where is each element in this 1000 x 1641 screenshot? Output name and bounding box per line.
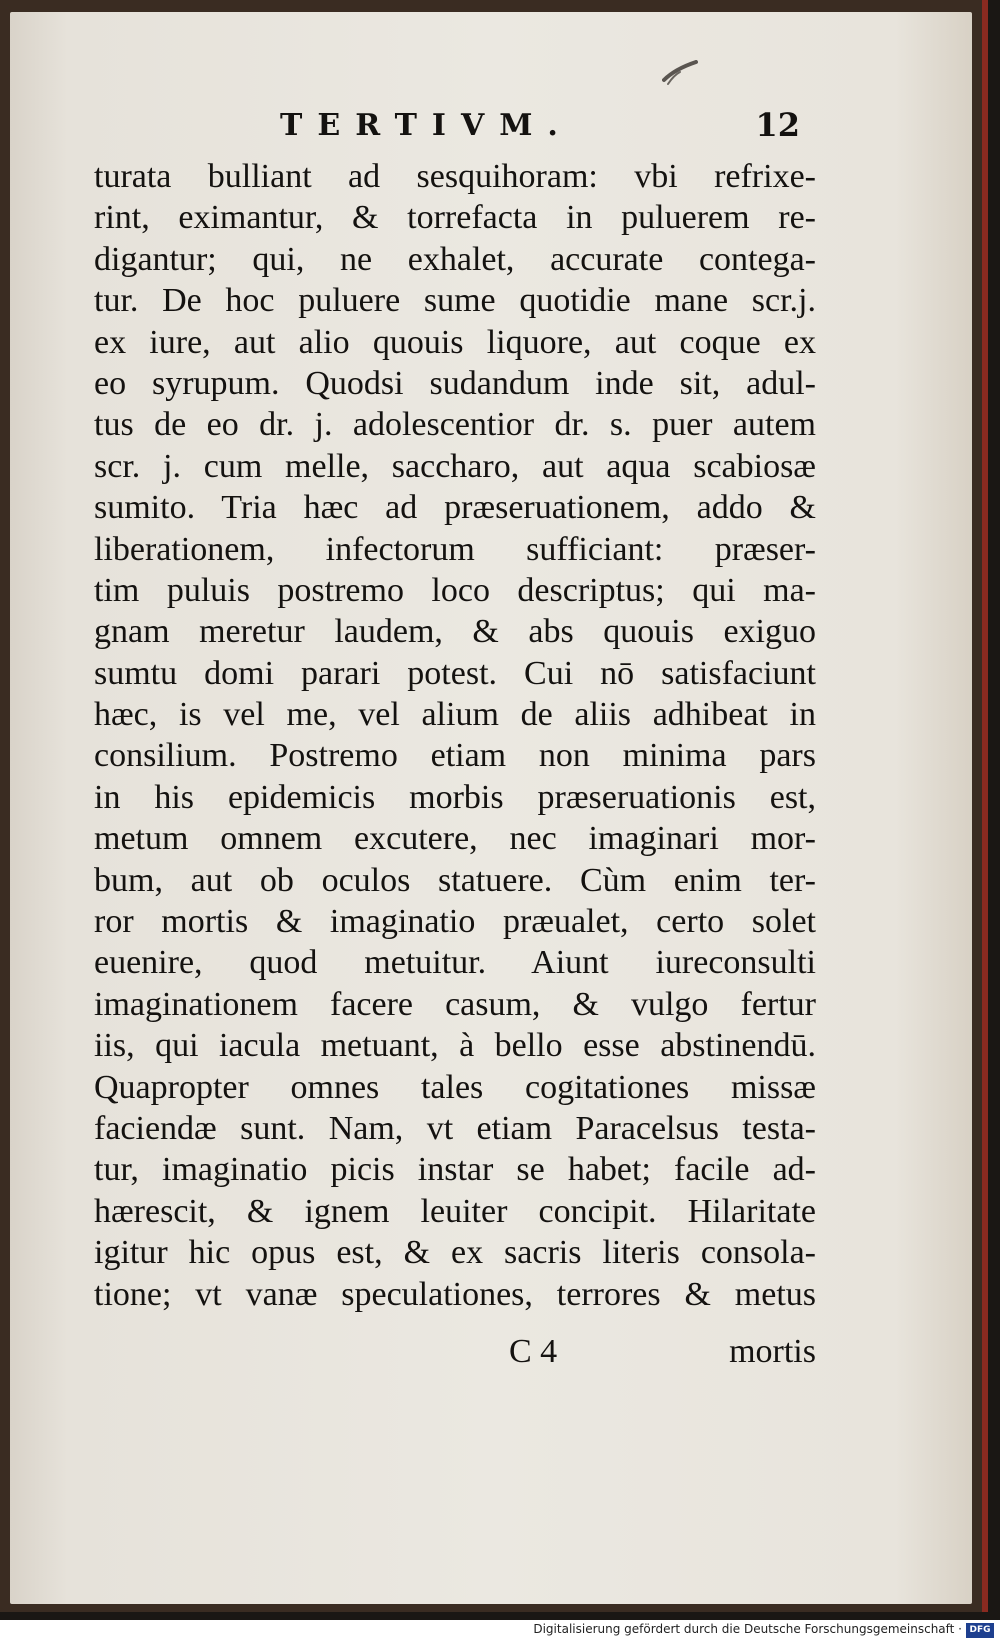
text-line: tim puluis postremo loco descriptus; qui ma- [94,571,816,609]
text-line: tione; vt vanæ speculationes, terrores & metus [94,1275,816,1313]
text-line: in his epidemicis morbis præseruationis est, [94,778,816,816]
text-line: ex iure, aut alio quouis liquore, aut coque ex [94,323,816,361]
text-line: hærescit, & ignem leuiter concipit. Hilaritate [94,1192,816,1230]
text-line: tur. De hoc puluere sume quotidie mane scr.j. [94,282,816,320]
text-line: rint, eximantur, & torrefacta in puluerem re- [94,199,816,237]
dfg-logo-icon: DFG [966,1623,994,1638]
signature-mark: C 4 [509,1333,558,1370]
book-page [10,12,972,1604]
text-line: eo syrupum. Quodsi sudandum inde sit, adul- [94,364,816,402]
running-title: TERTIVM. [280,108,573,143]
text-line: faciendæ sunt. Nam, vt etiam Paracelsus testa- [94,1109,816,1147]
text-line: sumtu domi parari potest. Cui nō satisfaciunt [94,654,816,692]
catchword: mortis [729,1333,816,1370]
text-line: digantur; qui, ne exhalet, accurate contega- [94,240,816,278]
text-line: tur, imaginatio picis instar se habet; facile ad- [94,1151,816,1189]
text-line: sumito. Tria hæc ad præseruationem, addo & [94,489,816,527]
running-head [270,92,810,150]
page-footer [94,1329,816,1375]
text-line: igitur hic opus est, & ex sacris literis consola- [94,1234,816,1272]
text-line: tus de eo dr. j. adolescentior dr. s. puer autem [94,406,816,444]
text-line: ror mortis & imaginatio præualet, certo solet [94,903,816,941]
credit-bar [0,1620,1000,1641]
text-line: scr. j. cum melle, saccharo, aut aqua scabiosæ [94,447,816,485]
ink-mark [662,60,698,86]
text-line: consilium. Postremo etiam non minima pars [94,737,816,775]
text-line: euenire, quod metuitur. Aiunt iureconsulti [94,944,816,982]
text-line: gnam meretur laudem, & abs quouis exiguo [94,613,816,651]
text-line: bum, aut ob oculos statuere. Cùm enim ter- [94,861,816,899]
text-line: liberationem, infectorum sufficiant: præser- [94,530,816,568]
text-block [94,156,816,1315]
credit-text: Digitalisierung gefördert durch die Deutsche Forschungsgemeinschaft · [533,1622,962,1636]
text-line: iis, qui iacula metuant, à bello esse abstinendū. [94,1027,816,1065]
page-number: 12 [755,106,800,144]
text-line: turata bulliant ad sesquihoram: vbi refrixe- [94,158,816,195]
text-line: Quapropter omnes tales cogitationes missæ [94,1068,816,1106]
text-line: metum omnem excutere, nec imaginari mor- [94,820,816,858]
text-line: imaginationem facere casum, & vulgo fertur [94,985,816,1023]
text-line: hæc, is vel me, vel alium de aliis adhibeat in [94,696,816,734]
